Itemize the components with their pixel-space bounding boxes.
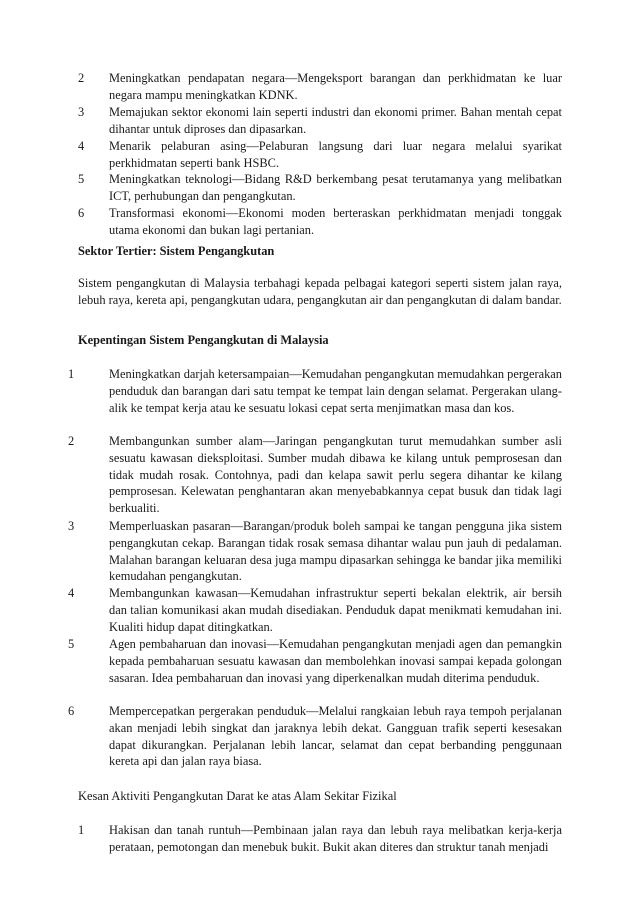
section-heading-importance: Kepentingan Sistem Pengangkutan di Malaysia [78, 333, 329, 347]
list-item [78, 822, 562, 856]
item-text: Meningkatkan darjah ketersampaian—Kemudahan pengangkutan memudahkan pergerakan penduduk dan barangan dari satu tempat ke tempat lain dengan selamat. Pergerakan ulang-alik ke tempat kerja atau ke sesuatu lokasi cepat serta menjimatkan masa dan kos. [109, 367, 562, 415]
list-item [78, 138, 562, 172]
item-text: Memperluaskan pasaran—Barangan/produk boleh sampai ke tangan pengguna jika sistem pengangkutan cekap. Barangan tidak rosak semasa dihantar walau pun jauh di pedalaman. Malahan barangan keluaran desa juga mampu dipasarkan sehingga ke bandar jika memiliki kemudahan pengangkutan. [109, 519, 562, 584]
item-text: Meningkatkan pendapatan negara—Mengeksport barangan dan perkhidmatan ke luar negara mampu meningkatkan KDNK. [109, 71, 562, 102]
list-item [68, 703, 562, 770]
item-text: Agen pembaharuan dan inovasi—Kemudahan pengangkutan menjadi agen dan pemangkin kepada pembaharuan sesuatu kawasan dan membolehkan inovasi sampai kepada golongan sasaran. Idea pembaharuan dan inovasi yang diperkenalkan mudah diterima penduduk. [109, 637, 562, 685]
item-number: 2 [78, 71, 85, 85]
item-number: 2 [68, 434, 75, 448]
list-item [68, 636, 562, 686]
item-number: 3 [68, 519, 75, 533]
item-text: Menarik pelaburan asing—Pelaburan langsung dari luar negara melalui syarikat perkhidmatan seperti bank HSBC. [109, 139, 562, 170]
item-text: Memajukan sektor ekonomi lain seperti industri dan ekonomi primer. Bahan mentah cepat dihantar untuk diproses dan dipasarkan. [109, 105, 562, 136]
item-number: 4 [68, 586, 75, 600]
item-number: 6 [68, 704, 75, 718]
item-number: 5 [78, 172, 85, 186]
item-text: Hakisan dan tanah runtuh—Pembinaan jalan raya dan lebuh raya melibatkan kerja-kerja perataan, pemotongan dan menebuk bukit. Bukit akan diteres dan struktur tanah menjadi [109, 823, 562, 854]
section-heading-impact: Kesan Aktiviti Pengangkutan Darat ke atas Alam Sekitar Fizikal [78, 789, 397, 803]
list-item [68, 433, 562, 517]
item-number: 4 [78, 139, 85, 153]
item-text: Meningkatkan teknologi—Bidang R&D berkembang pesat terutamanya yang melibatkan ICT, perhubungan dan pengangkutan. [109, 172, 562, 203]
item-number: 5 [68, 637, 75, 651]
item-number: 1 [78, 823, 85, 837]
section-heading-tertiary: Sektor Tertier: Sistem Pengangkutan [78, 244, 275, 258]
list-item [78, 104, 562, 138]
list-item [78, 70, 562, 104]
item-number: 1 [68, 367, 75, 381]
list-item [78, 171, 562, 205]
item-number: 6 [78, 206, 85, 220]
list-item [68, 585, 562, 635]
item-text: Membangunkan kawasan—Kemudahan infrastruktur seperti bekalan elektrik, air bersih dan talian komunikasi akan mudah disediakan. Penduduk dapat menikmati kemudahan ini. Kualiti hidup dapat ditingkatkan. [109, 586, 562, 634]
list-item [68, 366, 562, 416]
list-item [78, 205, 562, 239]
item-number: 3 [78, 105, 85, 119]
tertiary-paragraph: Sistem pengangkutan di Malaysia terbahagi kepada pelbagai kategori seperti sistem jalan raya, lebuh raya, kereta api, pengangkutan udara, pengangkutan air dan pengangkutan di dalam bandar. [78, 276, 562, 307]
list-item [68, 518, 562, 585]
item-text: Membangunkan sumber alam—Jaringan pengangkutan turut memudahkan sumber asli sesuatu kawasan dieksploitasi. Sumber mudah dibawa ke kilang untuk pemprosesan dan tidak mudah rosak. Contohnya, padi dan kelapa sawit perlu segera dihantar ke kilang pemprosesan. Kelewatan penghantaran akan menyebabkannya cepat busuk dan tidak lagi berkualiti. [109, 434, 562, 516]
item-text: Transformasi ekonomi—Ekonomi moden berteraskan perkhidmatan menjadi tonggak utama ekonomi dan bukan lagi pertanian. [109, 206, 562, 237]
item-text: Mempercepatkan pergerakan penduduk—Melalui rangkaian lebuh raya tempoh perjalanan akan menjadi lebih singkat dan jaraknya lebih dekat. Gangguan trafik seperti kesesakan dapat dikurangkan. Perjalanan lebih lancar, selamat dan cepat berbanding penggunaan kereta api dan jalan raya biasa. [109, 704, 562, 769]
